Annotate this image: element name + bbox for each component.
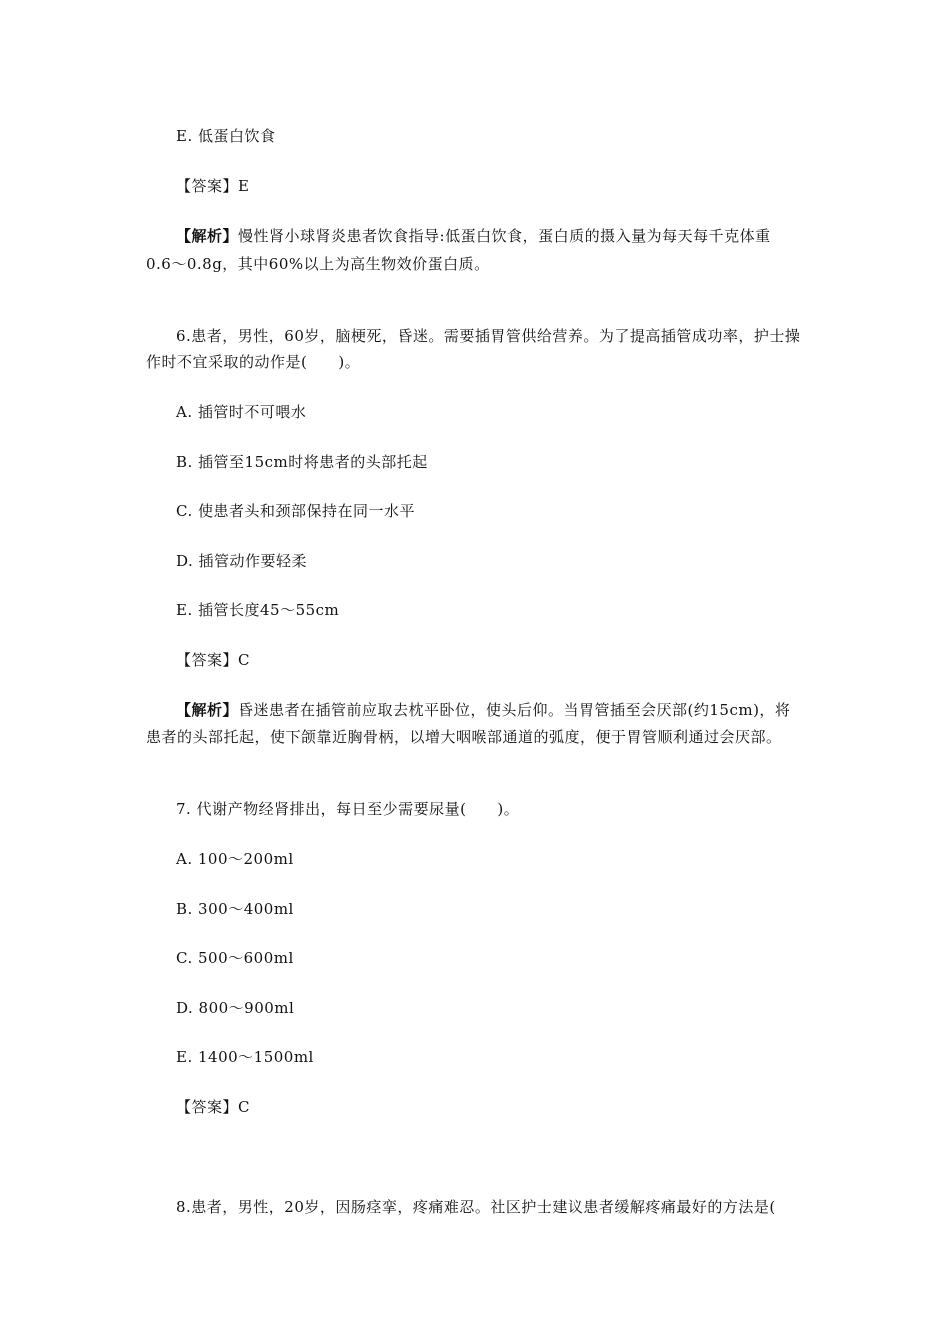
q7-option-e: E. 1400～1500ml [176,1048,314,1066]
q7-answer-label: 【答案】 [176,1098,239,1116]
q6-answer [176,650,250,670]
q5-answer-label: 【答案】 [176,177,239,195]
q5-answer [176,176,249,196]
q6-option-a: A. 插管时不可喂水 [176,403,307,421]
q7-option-b: B. 300～400ml [176,900,294,918]
q6-option-b: B. 插管至15cm时将患者的头部托起 [176,453,428,471]
q6-analysis-text1: 昏迷患者在插管前应取去枕平卧位，使头后仰。当胃管插至会厌部(约15cm)，将 [238,701,791,719]
q5-analysis-text1: 慢性肾小球肾炎患者饮食指导:低蛋白饮食，蛋白质的摄入量为每天每千克体重 [238,227,771,245]
q7-option-d: D. 800～900ml [176,999,295,1017]
q5-analysis-label: 【解析】 [176,227,239,245]
q5-analysis-line2: 0.6～0.8g，其中60%以上为高生物效价蛋白质。 [146,255,490,273]
q6-option-d: D. 插管动作要轻柔 [176,552,308,570]
q7-option-c: C. 500～600ml [176,949,294,967]
q6-stem-line1: 6.患者，男性，60岁，脑梗死，昏迷。需要插胃管供给营养。为了提高插管成功率，护士操 [176,327,801,345]
q8-stem-line1: 8.患者，男性，20岁，因肠痉挛，疼痛难忍。社区护士建议患者缓解疼痛最好的方法是( [176,1198,776,1216]
q6-answer-label: 【答案】 [176,651,239,669]
q5-analysis-line1 [176,226,771,246]
q6-option-c: C. 使患者头和颈部保持在同一水平 [176,502,415,520]
q6-analysis-label: 【解析】 [176,701,239,719]
q7-stem: 7. 代谢产物经肾排出，每日至少需要尿量( )。 [176,800,520,818]
q6-option-e: E. 插管长度45～55cm [176,601,340,619]
q7-answer-value: C [238,1098,250,1116]
q6-answer-value: C [238,651,250,669]
q6-stem-line2: 作时不宜采取的动作是( )。 [146,353,361,371]
q6-analysis-line1 [176,700,790,720]
q7-option-a: A. 100～200ml [176,850,294,868]
q7-answer [176,1097,250,1117]
q6-analysis-line2: 患者的头部托起，使下颌靠近胸骨柄，以增大咽喉部通道的弧度，便于胃管顺利通过会厌部。 [146,728,782,746]
q5-option-e: E. 低蛋白饮食 [176,127,276,145]
q5-answer-value: E [238,177,250,195]
